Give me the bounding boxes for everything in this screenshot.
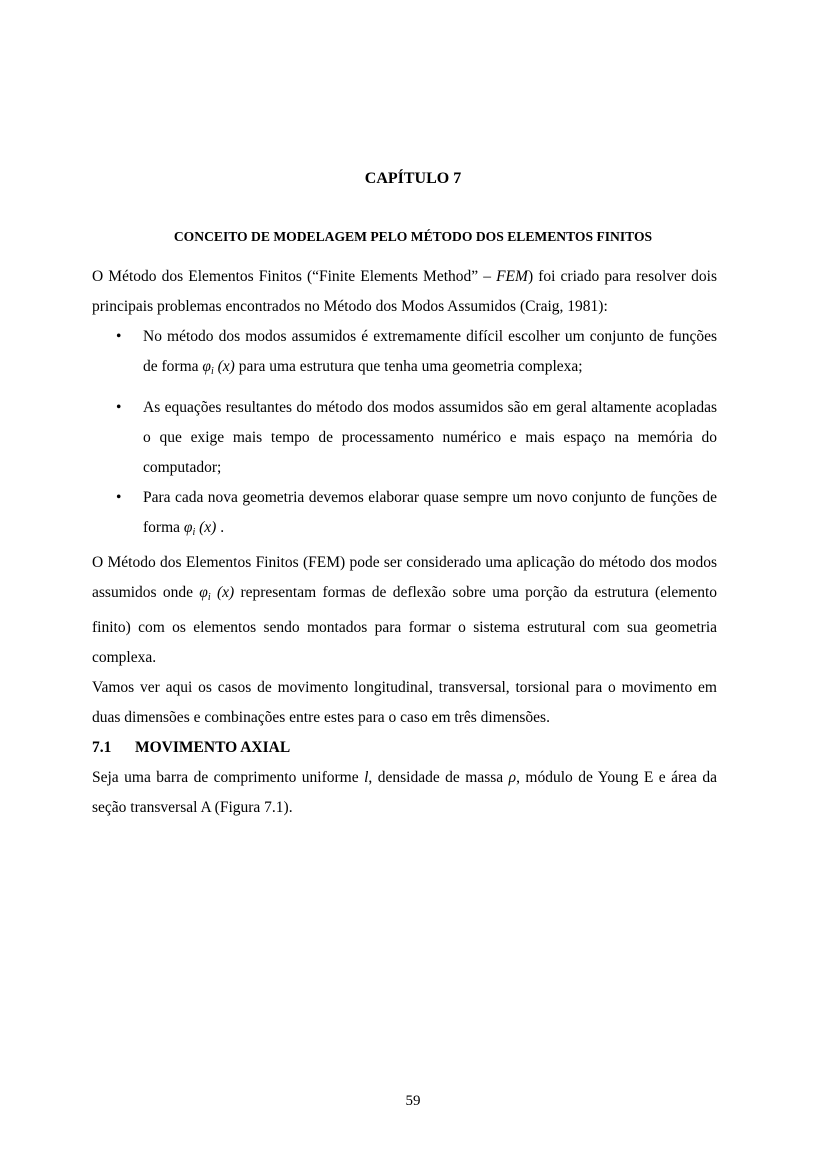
para4-text-a: Seja uma barra de comprimento uniforme	[92, 769, 365, 786]
phi-expression: $\varphi_i$ (x)	[202, 358, 235, 377]
chapter-heading: CAPÍTULO 7	[364, 170, 462, 187]
bullet3-text-a: Para cada nova geometria devemos elaborar quase sempre um novo conjunto de funções de forma	[143, 489, 717, 536]
phi-expression: $\varphi_i$ (x)	[199, 584, 235, 603]
para2-text-b: representam formas de deflexão sobre uma porção da estrutura (elemento finito) com os elementos sendo montados para formar o sistema estrutural com sua geometria complexa.	[92, 584, 718, 666]
bullet-item-2	[92, 393, 717, 483]
rho-symbol: ρ	[508, 769, 517, 786]
bullet-icon: •	[116, 328, 122, 345]
section-number: 7.1	[92, 739, 112, 756]
body-text	[92, 262, 717, 823]
chapter-title: CONCEITO DE MODELAGEM PELO MÉTODO DOS ELEMENTOS FINITOS	[173, 229, 653, 244]
fem-term: FEM	[496, 268, 528, 285]
section-title: MOVIMENTO AXIAL	[135, 739, 291, 756]
para2-text-a: O Método dos Elementos Finitos (FEM) pode ser considerado uma aplicação do método dos modos assumidos onde	[92, 554, 717, 601]
para4-text-c: , módulo de Young E e área da seção transversal A (Figura 7.1).	[92, 769, 718, 816]
bullet3-text-b: .	[216, 519, 225, 536]
length-symbol: l	[364, 769, 369, 786]
section-heading	[92, 733, 717, 763]
paragraph-3: Vamos ver aqui os casos de movimento longitudinal, transversal, torsional para o movimento em duas dimensões e combinações entre estes para o caso em três dimensões.	[92, 679, 717, 726]
phi-expression: $\varphi_i$ (x)	[183, 519, 217, 538]
intro-text-a: O Método dos Elementos Finitos (“Finite Elements Method” –	[92, 268, 497, 285]
intro-paragraph	[92, 262, 717, 322]
bullet-icon: •	[116, 489, 122, 506]
page-number: 59	[405, 1093, 421, 1109]
paragraph-4	[92, 763, 717, 823]
bullet2-text: As equações resultantes do método dos modos assumidos são em geral altamente acopladas o que exige mais tempo de processamento numérico e mais espaço na memória do computador;	[143, 399, 717, 476]
bullet1-text-a: No método dos modos assumidos é extremamente difícil escolher um conjunto de funções de forma	[143, 328, 717, 375]
paragraph-2	[92, 548, 717, 673]
bullet1-text-b: para uma estrutura que tenha uma geometria complexa;	[234, 358, 583, 375]
bullet-item-3	[92, 483, 717, 548]
bullet-item-1	[92, 322, 717, 387]
intro-text-b: ) foi criado para resolver dois principais problemas encontrados no Método dos Modos Assumidos (Craig, 1981):	[92, 268, 717, 315]
para4-text-b: , densidade de massa	[368, 769, 509, 786]
bullet-icon: •	[116, 399, 122, 416]
